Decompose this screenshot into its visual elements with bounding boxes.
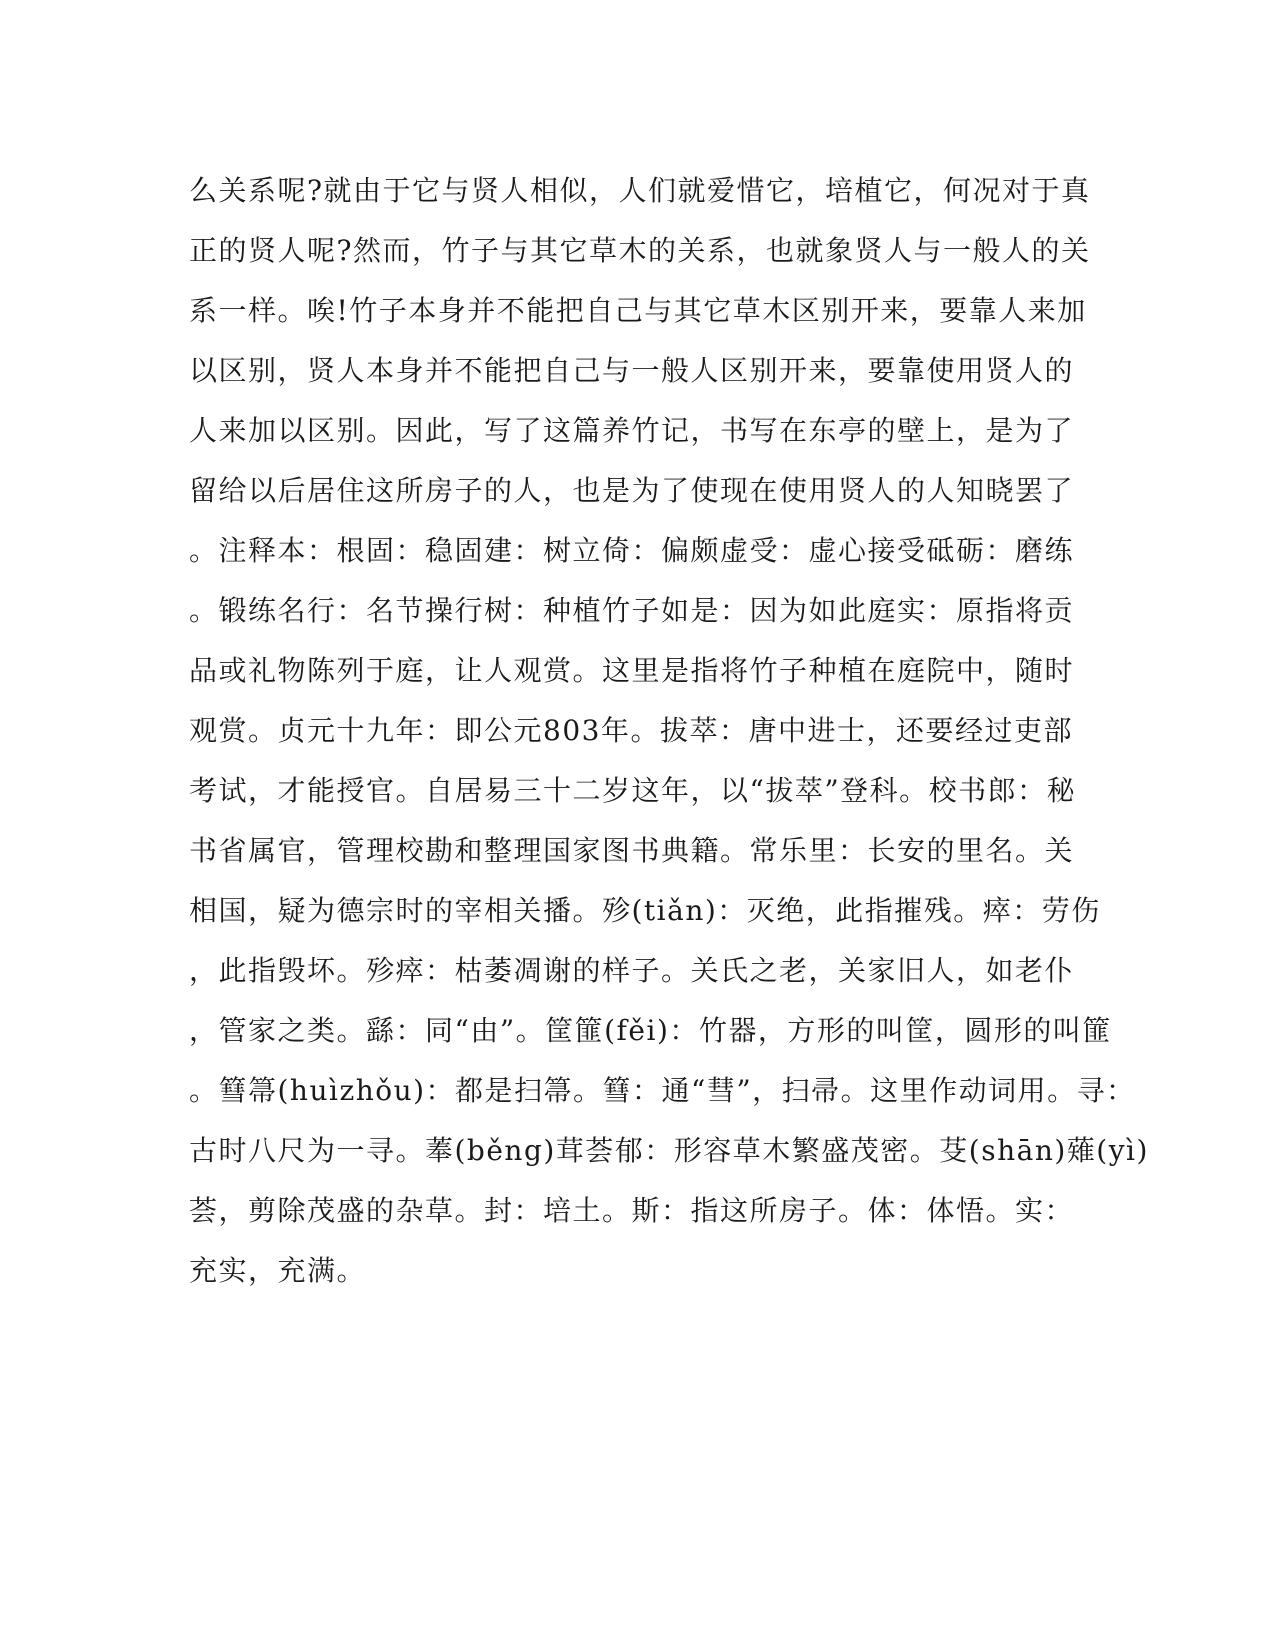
text-line: 品或礼物陈列于庭，让人观赏。这里是指将竹子种植在庭院中，随时 [189, 654, 1075, 687]
text-line: 考试，才能授官。自居易三十二岁这年，以“拔萃”登科。校书郎：秘 [189, 774, 1077, 807]
text-line: 。锻练名行：名节操行树：种植竹子如是：因为如此庭实：原指将贡 [189, 594, 1075, 627]
text-line: 。篲箒(huìzhǒu)：都是扫箒。篲：通“彗”，扫帚。这里作动词用。寻： [189, 1074, 1136, 1107]
text-line: 。注释本：根固：稳固建：树立倚：偏颇虚受：虚心接受砥砺：磨练 [189, 534, 1075, 567]
text-line: ，管家之类。繇：同“由”。筐篚(fěi)：竹器，方形的叫筐，圆形的叫篚 [189, 1014, 1112, 1047]
text-line: 么关系呢?就由于它与贤人相似，人们就爱惜它，培植它，何况对于真 [189, 174, 1091, 207]
text-line: 正的贤人呢?然而，竹子与其它草木的关系，也就象贤人与一般人的关 [189, 234, 1091, 267]
text-line: 系一样。唉!竹子本身并不能把自己与其它草木区别开来，要靠人来加 [189, 294, 1087, 327]
text-line: 书省属官，管理校勘和整理国家图书典籍。常乐里：长安的里名。关 [189, 834, 1075, 867]
text-line: ，此指毁坏。殄瘁：枯萎凋谢的样子。关氏之老，关家旧人，如老仆 [189, 954, 1075, 987]
text-line: 观赏。贞元十九年：即公元803年。拔萃：唐中进士，还要经过吏部 [189, 714, 1073, 747]
body-text [189, 161, 1149, 1301]
text-line: 充实，充满。 [189, 1254, 367, 1287]
text-line: 古时八尺为一寻。菶(běng)茸荟郁：形容草木繁盛茂密。芟(shān)薙(yì) [189, 1134, 1149, 1167]
text-line: 荟，剪除茂盛的杂草。封：培土。斯：指这所房子。体：体悟。实： [189, 1194, 1075, 1227]
text-line: 以区别，贤人本身并不能把自己与一般人区别开来，要靠使用贤人的 [189, 354, 1075, 387]
text-line: 留给以后居住这所房子的人，也是为了使现在使用贤人的人知晓罢了 [189, 474, 1075, 507]
text-line: 人来加以区别。因此，写了这篇养竹记，书写在东亭的壁上，是为了 [189, 414, 1075, 447]
text-line: 相国，疑为德宗时的宰相关播。殄(tiǎn)：灭绝，此指摧残。瘁：劳伤 [189, 894, 1101, 927]
